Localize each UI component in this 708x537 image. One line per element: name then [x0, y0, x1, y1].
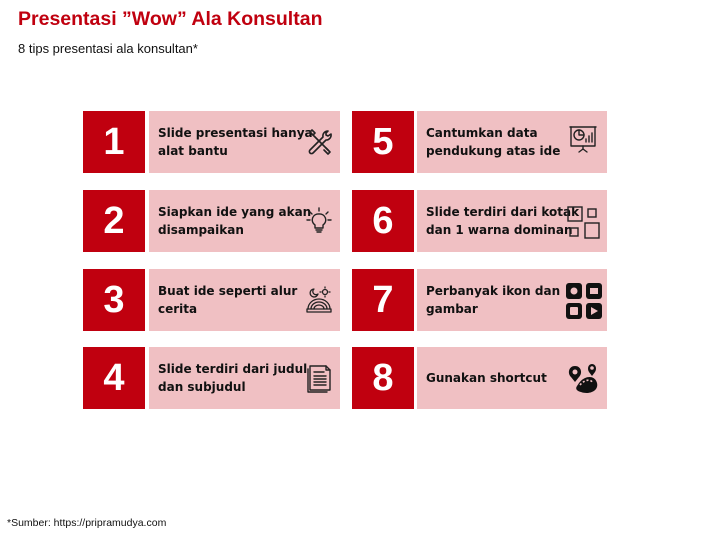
tip-box — [149, 347, 340, 409]
tip-number: 1 — [83, 111, 145, 173]
tip-number: 7 — [352, 269, 414, 331]
tip-number: 4 — [83, 347, 145, 409]
tip-text: Slide presentasi hanya alat bantu — [158, 126, 313, 158]
book-story-icon — [304, 285, 334, 315]
tip-box — [417, 111, 607, 173]
source-note: *Sumber: https://pripramudya.com — [7, 517, 167, 529]
tip-box — [149, 269, 340, 331]
tip-number: 8 — [352, 347, 414, 409]
page-title: Presentasi ”Wow” Ala Konsultan — [18, 8, 323, 30]
presentation-chart-icon — [568, 124, 598, 154]
tip-text: Perbanyak ikon dan gambar — [426, 284, 561, 316]
icons-grid-icon — [565, 282, 603, 320]
tip-number: 5 — [352, 111, 414, 173]
tip-box — [149, 111, 340, 173]
tip-text: Slide terdiri dari judul dan subjudul — [158, 362, 308, 394]
tools-icon — [304, 127, 334, 157]
tip-text: Buat ide seperti alur cerita — [158, 284, 298, 316]
shortcut-route-icon — [565, 361, 601, 397]
tip-number: 6 — [352, 190, 414, 252]
tip-box — [417, 269, 607, 331]
tip-number: 3 — [83, 269, 145, 331]
tip-number: 2 — [83, 190, 145, 252]
tip-text: Slide terdiri dari kotak dan 1 warna dominan — [426, 205, 580, 237]
lightbulb-icon — [304, 206, 334, 236]
tip-text: Cantumkan data pendukung atas ide — [426, 126, 561, 158]
tip-text: Siapkan ide yang akan disampaikan — [158, 205, 312, 237]
tip-box — [417, 347, 607, 409]
page-subtitle: 8 tips presentasi ala konsultan* — [18, 41, 198, 56]
document-icon — [304, 363, 334, 393]
tip-box — [149, 190, 340, 252]
tip-box — [417, 190, 607, 252]
boxes-icon — [567, 206, 601, 240]
tip-text: Gunakan shortcut — [426, 371, 547, 385]
